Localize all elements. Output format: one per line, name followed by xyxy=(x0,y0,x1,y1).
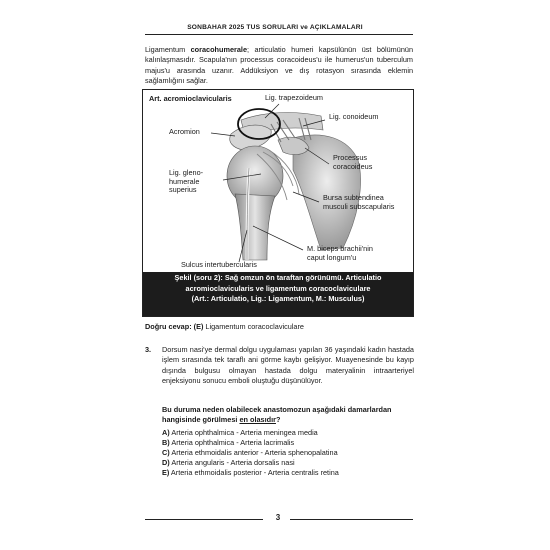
ask-underlined: en olasıdır xyxy=(239,415,276,425)
option-b[interactable] xyxy=(162,438,414,448)
label-sulcus-intertubercularis: Sulcus intertubercularis xyxy=(181,260,257,269)
label-processus-coracoideus xyxy=(333,154,372,171)
option-c[interactable] xyxy=(162,448,414,458)
option-key: E) xyxy=(162,468,170,478)
label-biceps-line2: caput longum'u xyxy=(307,252,357,262)
ask-post: ? xyxy=(275,415,281,425)
footer-rule-left xyxy=(145,519,263,520)
label-gleno-line3: superius xyxy=(169,185,197,195)
figure-caption xyxy=(143,272,413,316)
question-text: Dorsum nasi'ye dermal dolgu uygulaması yapılan 36 yaşındaki kadın hastada işlem sırasında tek taraflı ani görme kaybı gelişiyor. Muayenesinde bu kayıp dışında bulgusu olmayan hastada dolgu materyalinin intraarteriyel enjeksiyonu sonucu emboli oluştuğu düşünülüyor. xyxy=(162,345,414,385)
label-bursa-line1: Bursa subtendinea xyxy=(323,193,384,202)
question-ask xyxy=(162,405,414,426)
label-biceps-caput-longum xyxy=(307,245,373,262)
caption-line3: (Art.: Articulatio, Lig.: Ligamentum, M.: Musculus) xyxy=(191,294,365,303)
option-key: A) xyxy=(162,428,170,437)
option-key: B) xyxy=(162,438,170,448)
option-text: Arteria angularis - Arteria dorsalis nasi xyxy=(169,458,295,468)
ask-pre: Bu duruma neden olabilecek anastomozun aşağıdaki damarlardan hangisinde görülmesi xyxy=(162,405,392,425)
label-gleno-line2: humerale xyxy=(169,176,200,186)
caption-line1: Şekil (soru 2): Sağ omzun ön taraftan görünümü. Articulatio xyxy=(174,273,382,282)
question-number: 3. xyxy=(145,345,152,354)
option-e[interactable] xyxy=(162,468,414,478)
label-bursa-line2: musculi subscapularis xyxy=(323,201,395,211)
option-a[interactable] xyxy=(162,428,414,438)
intro-term: Ligamentum xyxy=(145,45,186,54)
header-rule xyxy=(145,34,413,35)
page-number: 3 xyxy=(275,513,281,522)
label-lig-conoideum: Lig. conoideum xyxy=(329,112,379,121)
intro-text: ; articulatio humeri kapsülünün üst bölümünün kalınlaşmasıdır. Scapula'nın processus coracoideus'u ile humerus'un tuberculum majus'u arasında uzanır. Addüksiyon ve dış rotasyon sırasında eklemin sağlamlığını sağlar. xyxy=(145,45,413,85)
option-key: D) xyxy=(162,458,170,468)
option-text: Arteria ophthalmica - Arteria meningea media xyxy=(169,428,318,437)
intro-paragraph xyxy=(145,45,413,86)
label-lig-glenohumerale-superius xyxy=(169,169,203,195)
label-lig-trapezoideum: Lig. trapezoideum xyxy=(265,93,324,102)
label-processus-line1: Processus xyxy=(333,153,368,162)
label-gleno-line1: Lig. gleno- xyxy=(169,168,204,177)
label-bursa-subtendinea xyxy=(323,194,394,211)
option-d[interactable] xyxy=(162,458,414,468)
footer-rule-right xyxy=(290,519,413,520)
anatomy-figure xyxy=(142,89,414,317)
label-acromion: Acromion xyxy=(169,127,200,136)
label-biceps-line1: M. biceps brachii'nin xyxy=(307,244,373,253)
option-key: C) xyxy=(162,448,170,458)
answer-options xyxy=(162,428,414,478)
option-text: Arteria ethmoidalis anterior - Arteria sphenopalatina xyxy=(169,448,338,458)
page-header: SONBAHAR 2025 TUS SORULARI ve AÇIKLAMALARI xyxy=(187,24,363,31)
answer-label: Doğru cevap: (E) xyxy=(145,322,204,331)
option-text: Arteria ethmoidalis posterior - Arteria centralis retina xyxy=(169,468,339,478)
caption-line2: acromioclavicularis ve ligamentum coracoclaviculare xyxy=(185,283,371,293)
option-text: Arteria ophthalmica - Arteria lacrimalis xyxy=(169,438,295,448)
answer-value: Ligamentum coracoclaviculare xyxy=(203,322,304,331)
label-processus-line2: coracoideus xyxy=(333,161,373,171)
correct-answer xyxy=(145,322,304,331)
label-art-acromioclavicularis: Art. acromioclavicularis xyxy=(149,94,232,103)
intro-term-bold: coracohumerale xyxy=(190,45,247,54)
